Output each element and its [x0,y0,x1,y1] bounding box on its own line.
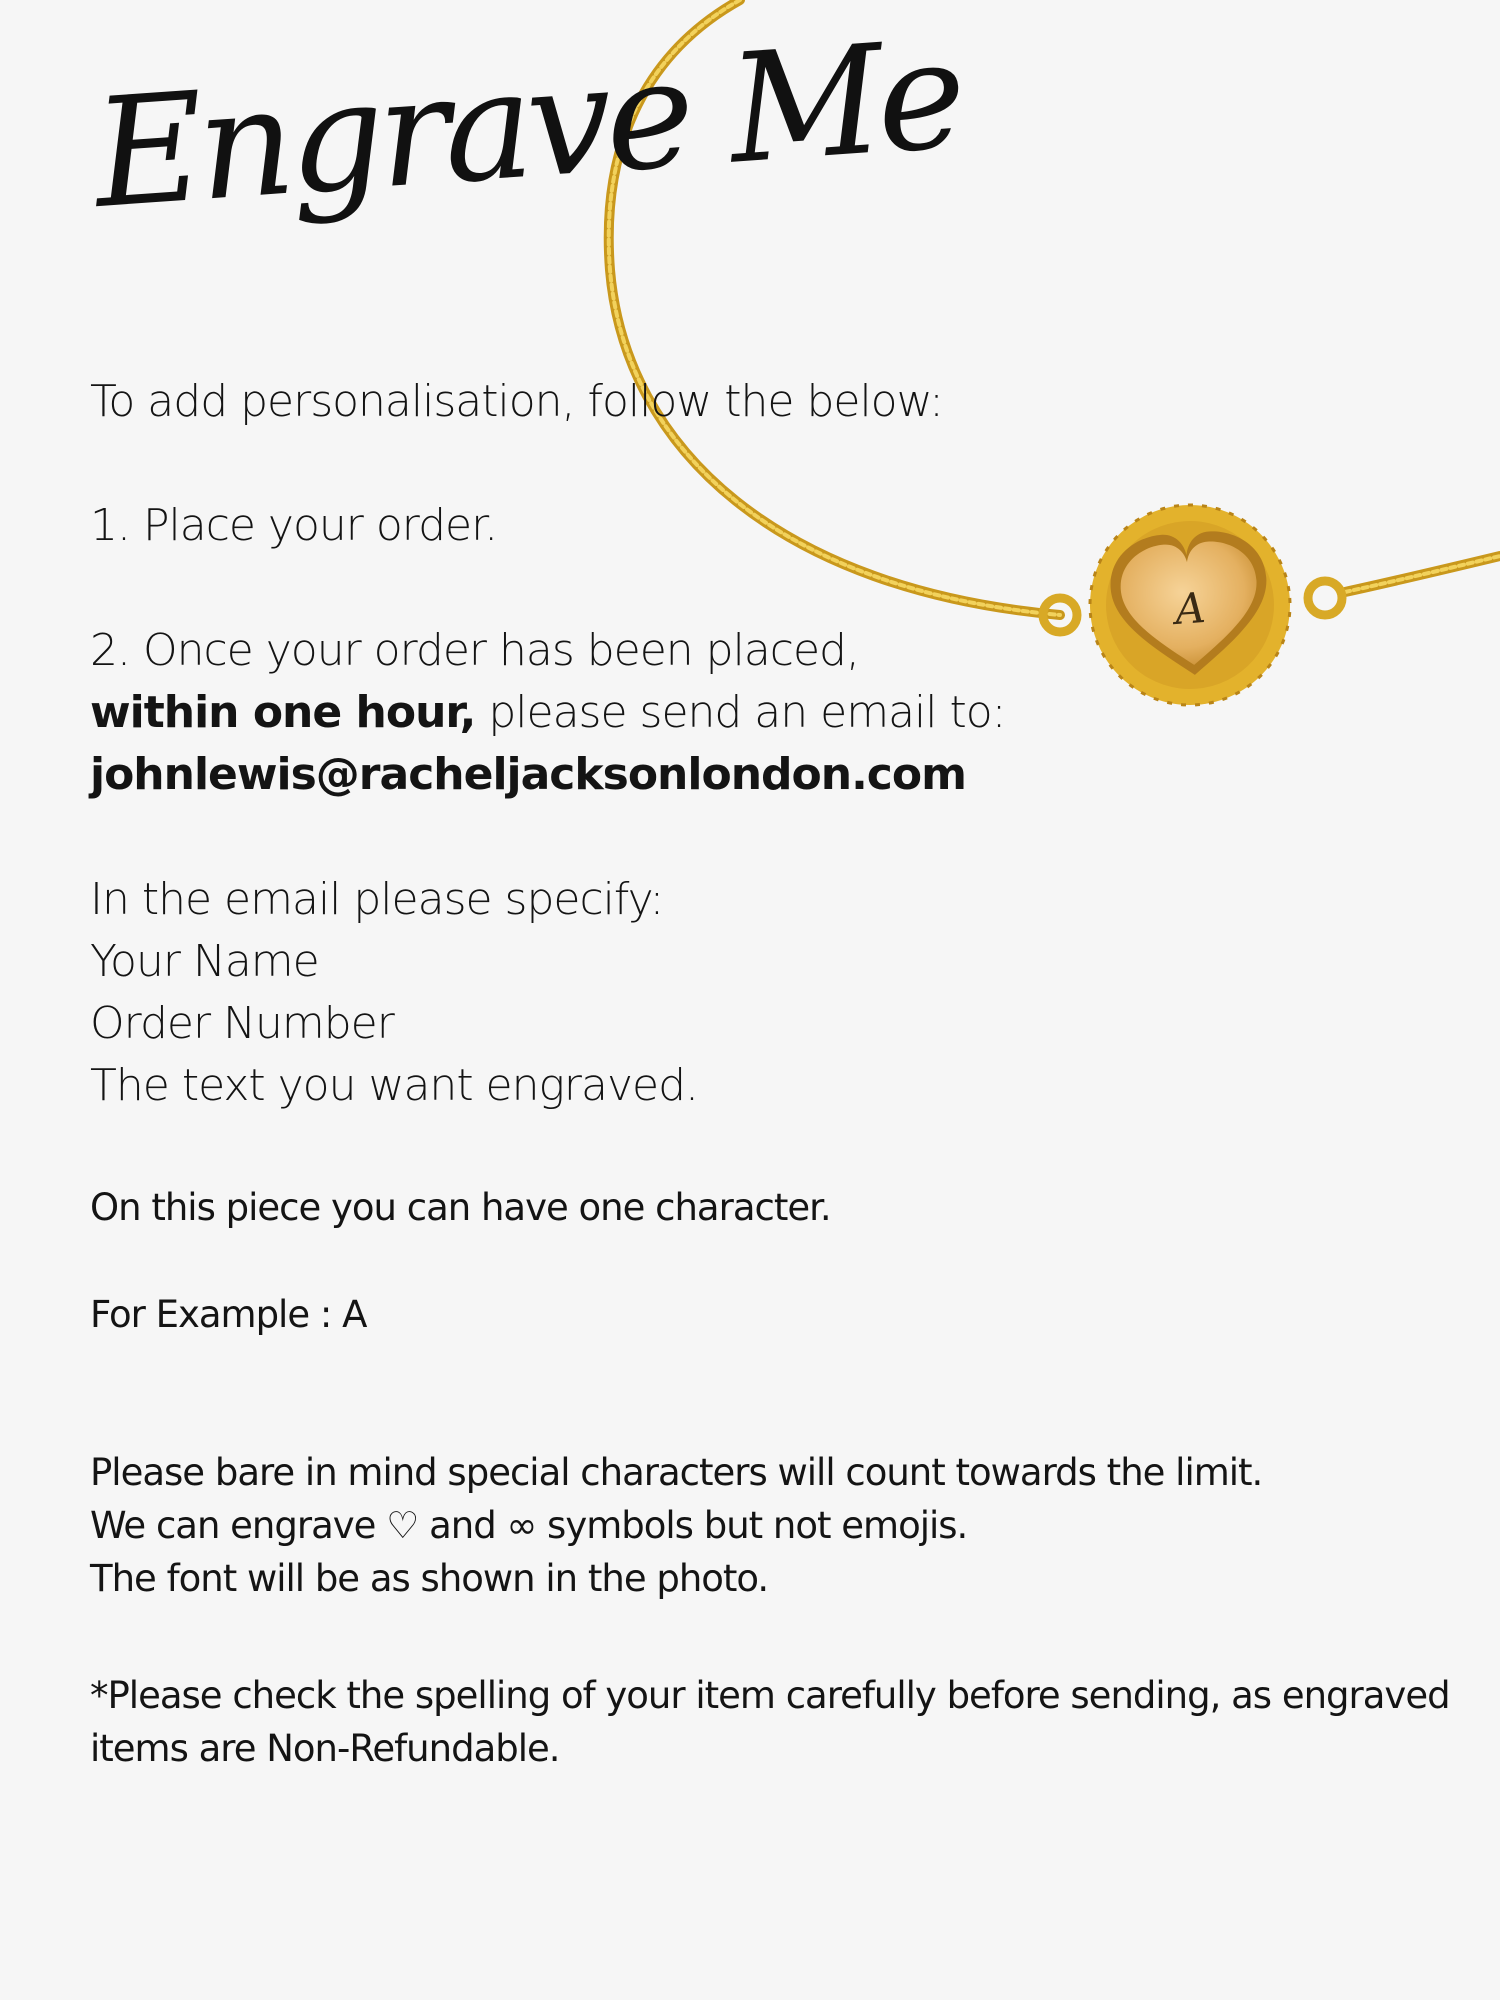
disclaimer [90,1669,1450,1775]
contact-email: johnlewis@racheljacksonlondon.com [90,749,966,800]
step-1: 1. Place your order. [90,500,498,551]
specify-heading: In the email please specify: [90,874,664,925]
disclaimer-line: *Please check the spelling of your item carefully before sending, as engraved [90,1674,1450,1717]
step-2-line-2 [90,682,1005,744]
disclaimer-line: items are Non-Refundable. [90,1727,560,1770]
note-line: Please bare in mind special characters will count towards the limit. [90,1451,1263,1494]
notes-section [90,1446,1262,1605]
heart-pendant [1083,498,1296,711]
page-title: Engrave Me [88,7,966,242]
step-2-emphasis: within one hour, [90,687,476,738]
note-line: The font will be as shown in the photo. [90,1557,769,1600]
step-2-line-1: 2. Once your order has been placed, [90,625,859,676]
specify-item: The text you want engraved. [90,1060,698,1111]
character-limit: On this piece you can have one character. [90,1186,831,1229]
intro-text: To add personalisation, follow the below: [90,376,943,427]
specify-item: Your Name [90,936,319,987]
step-2 [90,620,1005,806]
specify-section [90,869,698,1117]
example-text: For Example : A [90,1293,367,1336]
pendant-engraving: A [1173,582,1208,634]
specify-item: Order Number [90,998,394,1049]
note-line: We can engrave ♡ and ∞ symbols but not emojis. [90,1504,968,1547]
step-2-rest: please send an email to: [475,687,1006,738]
